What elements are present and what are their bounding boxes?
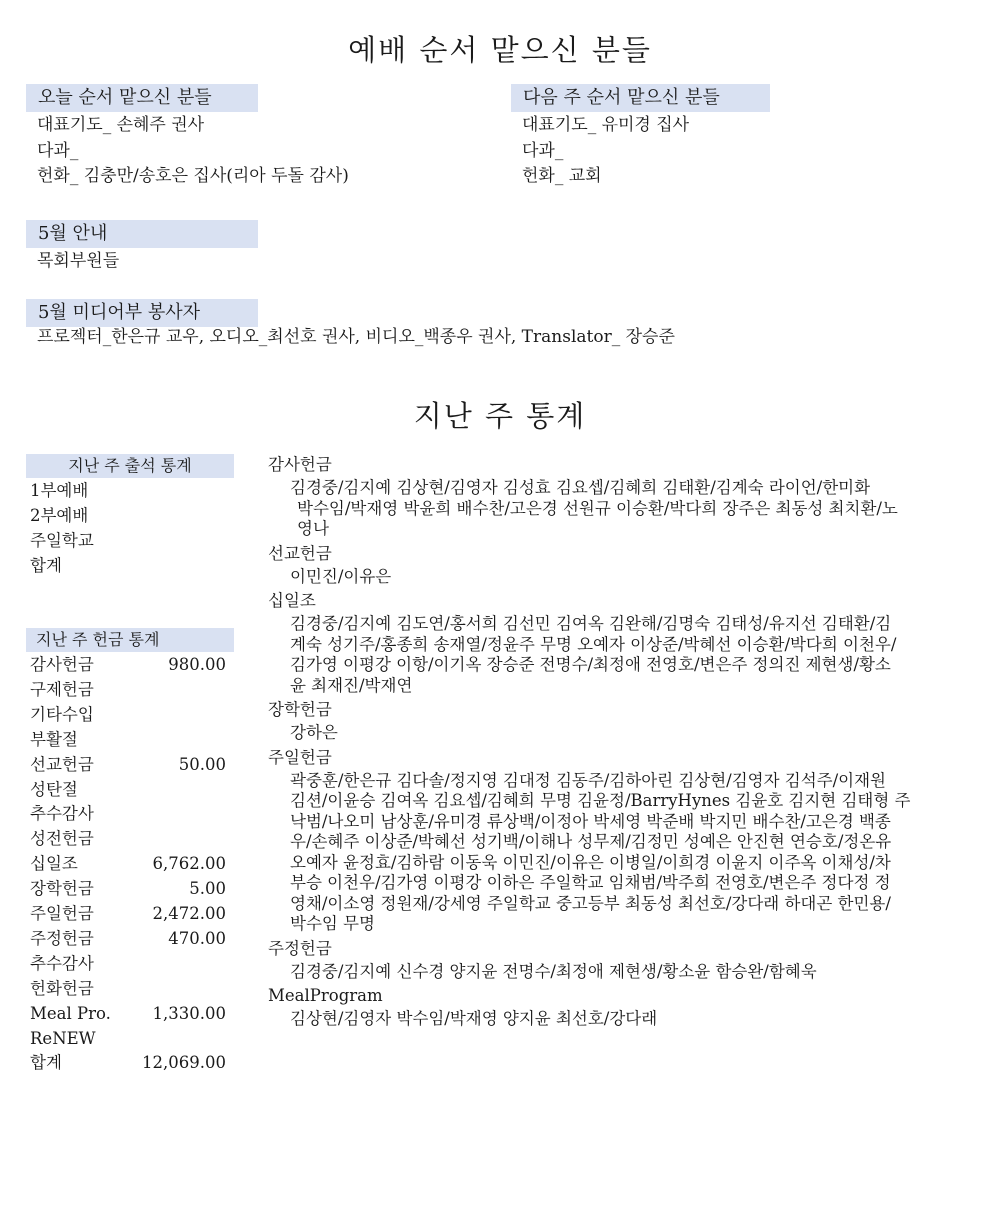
next-week-flowers: 헌화_ 교회 <box>522 166 602 186</box>
offering-row <box>30 1050 226 1075</box>
donor-category: 장학헌금 <box>268 700 332 719</box>
donor-names-line: 낙범/나오미 남상훈/유미경 류상백/이정아 박세영 박준배 박지민 배수찬/고은경 백종 <box>290 811 891 831</box>
offering-label: 장학헌금 <box>30 879 94 899</box>
offering-row <box>30 652 226 677</box>
donor-names-line: 김가영 이평강 이항/이기옥 장승준 전명수/최정애 전영호/변은주 정의진 제현생/황소 <box>290 655 891 674</box>
offering-row <box>30 851 226 876</box>
donor-category: MealProgram <box>268 986 383 1005</box>
donor-names-line: 김상현/김영자 박수임/박재영 양지윤 최선호/강다래 <box>290 1009 658 1028</box>
attendance-label: 1부예배 <box>30 481 89 500</box>
next-week-refreshments: 다과_ <box>522 141 564 161</box>
today-prayer: 대표기도_ 손혜주 권사 <box>37 115 205 135</box>
donor-names-line: 김경중/김지예 김도연/홍서희 김선민 김여옥 김완해/김명숙 김태성/유지선 김태환/김 <box>290 614 892 633</box>
offering-label: 성전헌금 <box>30 829 94 849</box>
offering-row <box>30 702 226 727</box>
offering-amount: 980.00 <box>168 655 226 674</box>
may-notice-text: 목회부원들 <box>37 251 120 271</box>
page-title: 예배 순서 맡으신 분들 <box>348 33 652 67</box>
offering-row <box>30 926 226 951</box>
offering-label: 성탄절 <box>30 779 78 799</box>
offering-label: 감사헌금 <box>30 655 94 674</box>
offering-label: 합계 <box>30 1053 62 1073</box>
offering-row <box>30 752 226 777</box>
offering-row <box>30 1026 226 1051</box>
attendance-row <box>30 503 226 528</box>
donor-names-line: 박수임/박재영 박윤희 배수찬/고은경 선원규 이승환/박다희 장주은 최동성 최치환/노 <box>297 498 898 518</box>
offering-amount: 12,069.00 <box>142 1053 226 1073</box>
offering-label: 주정헌금 <box>30 928 94 948</box>
offering-row <box>30 677 226 702</box>
donor-category: 십일조 <box>268 591 316 610</box>
offering-label: 선교헌금 <box>30 754 94 774</box>
offering-row <box>30 976 226 1001</box>
donor-category: 주일헌금 <box>268 747 332 767</box>
donor-names-line: 우/손혜주 이상준/박혜선 성기백/이해나 성무제/김정민 성예은 안진현 연승호/정온유 <box>290 832 892 851</box>
donor-names-line: 김경중/김지예 김상현/김영자 김성효 김요셉/김혜희 김태환/김계숙 라이언/한미화 <box>290 478 871 497</box>
offering-row <box>30 951 226 976</box>
offering-row <box>30 1001 226 1026</box>
stats-title: 지난 주 통계 <box>413 399 587 433</box>
donor-names-line: 곽중훈/한은규 김다솔/정지영 김대정 김동주/김하아린 김상현/김영자 김석주/이재원 <box>290 770 886 790</box>
offering-amount: 1,330.00 <box>152 1003 226 1023</box>
attendance-label: 합계 <box>30 556 62 575</box>
offering-label: Meal Pro. <box>30 1003 111 1023</box>
donor-names-line: 박수임 무명 <box>290 914 375 933</box>
attendance-header: 지난 주 출석 통계 <box>26 454 234 478</box>
offering-row <box>30 826 226 851</box>
donor-category: 감사헌금 <box>268 455 332 474</box>
donor-names-line: 윤 최재진/박재연 <box>290 675 413 695</box>
offering-amount: 2,472.00 <box>152 904 226 923</box>
donor-names-line: 김경중/김지예 신수경 양지윤 전명수/최정애 제현생/황소윤 함승완/함혜욱 <box>290 961 817 981</box>
offering-amount: 470.00 <box>168 928 226 948</box>
attendance-row <box>30 478 226 503</box>
next-week-prayer: 대표기도_ 유미경 집사 <box>522 115 690 135</box>
donor-names-line: 이민진/이유은 <box>290 566 392 586</box>
offering-amount: 5.00 <box>189 879 226 899</box>
offering-row <box>30 777 226 802</box>
offering-label: 추수감사 <box>30 953 94 973</box>
offering-label: ReNEW <box>30 1028 96 1048</box>
donor-category: 주정헌금 <box>268 938 332 958</box>
attendance-label: 2부예배 <box>30 506 89 525</box>
offering-label: 구제헌금 <box>30 679 94 699</box>
donor-names-line: 영채/이소영 정원재/강세영 주일학교 중고등부 최동성 최선호/강다래 하대곤 한민용/ <box>290 893 891 913</box>
today-flowers: 헌화_ 김충만/송호은 집사(리아 두돌 감사) <box>37 166 349 186</box>
attendance-row <box>30 528 226 553</box>
offering-label: 십일조 <box>30 854 78 874</box>
offering-label: 기타수입 <box>30 704 94 724</box>
attendance-label: 주일학교 <box>30 531 94 550</box>
donor-names-line: 부승 이천우/김가영 이평강 이하은 주일학교 임채범/박주희 전영호/변은주 정다정 정 <box>290 873 891 892</box>
offering-header: 지난 주 헌금 통계 <box>26 628 234 652</box>
donor-names-line: 강하은 <box>290 723 338 742</box>
media-volunteers: 프로젝터_한은규 교우, 오디오_최선호 권사, 비디오_백종우 권사, Translator_ 장승준 <box>37 327 675 347</box>
today-refreshments: 다과_ <box>37 141 79 161</box>
offering-label: 헌화헌금 <box>30 978 94 998</box>
attendance-row <box>30 553 226 578</box>
media-header: 5월 미디어부 봉사자 <box>26 299 258 327</box>
offering-label: 부활절 <box>30 729 78 749</box>
donor-names-line: 계숙 성기주/홍종희 송재열/정윤주 무명 오예자 이상준/박혜선 이승환/박다희 이천우/ <box>290 634 897 654</box>
offering-amount: 6,762.00 <box>152 854 226 874</box>
offering-amount: 50.00 <box>178 754 226 774</box>
today-header: 오늘 순서 맡으신 분들 <box>26 84 258 112</box>
donor-category: 선교헌금 <box>268 543 332 563</box>
may-notice-header: 5월 안내 <box>26 220 258 248</box>
donor-names-line: 김션/이윤승 김여옥 김요셉/김혜희 무명 김윤정/BarryHynes 김윤호 김지현 김태형 주 <box>290 791 911 810</box>
donor-names-line: 오예자 윤정효/김하람 이동욱 이민진/이유은 이병일/이희경 이윤지 이주옥 이채성/차 <box>290 852 891 872</box>
offering-label: 주일헌금 <box>30 904 94 923</box>
offering-row <box>30 801 226 826</box>
next-week-header: 다음 주 순서 맡으신 분들 <box>511 84 770 112</box>
offering-label: 추수감사 <box>30 804 94 824</box>
donor-names-line: 영나 <box>297 519 329 538</box>
offering-row <box>30 727 226 752</box>
offering-row <box>30 901 226 926</box>
offering-row <box>30 876 226 901</box>
